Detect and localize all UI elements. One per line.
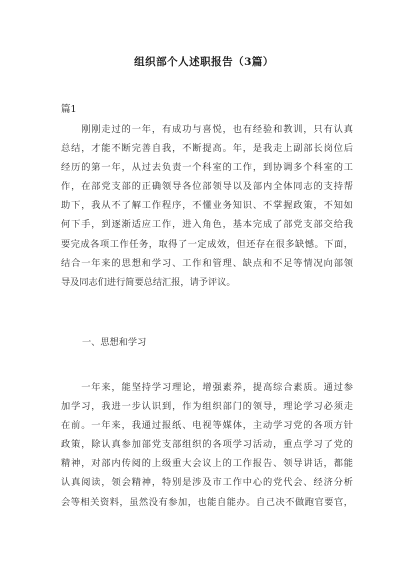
text-line: 导及同志们进行简要总结汇报，请予评议。 [61,276,236,288]
text-line: 总结，才能不断完善自我，不断提高。年，是我走上副部长岗位后 [61,143,353,155]
text-line: 要完成各项工作任务，取得了一定成效，但还存在很多缺憾。下面， [61,238,353,250]
text-line: 经历的第一年，从过去负责一个科室的工作，到协调多个科室的工 [61,162,353,174]
text-line: 会等相关资料，虽然没有参加，也能自能办。自己决不做跑官要官， [61,496,353,508]
text-line: 作，在部党支部的正确领导各位部领导以及部内全体同志的支持帮 [61,181,353,193]
text-line: 在前。一年来，我通过报纸、电视等媒体，主动学习党的各项方针 [61,420,353,432]
paragraph-study [61,378,353,512]
text-line: 何下手，到逐渐适应工作，进入角色，基本完成了部党支部交给我 [61,219,353,231]
text-line: 政策，除认真参加部党支部组织的各项学习活动，重点学习了党的 [61,439,353,451]
text-line: 结合一年来的思想和学习、工作和管理、缺点和不足等情况向部领 [61,257,353,269]
text-line: 加学习，我进一步认识到，作为组织部门的领导，理论学习必须走 [61,401,353,413]
text-line: 刚刚走过的一年，有成功与喜悦，也有经验和教训，只有认真 [61,124,353,135]
section-label: 篇1 [61,104,77,115]
document-title: 组织部个人述职报告（3篇） [134,56,274,68]
paragraph-intro [61,120,353,292]
text-line: 助下，我从不了解工作程序，不懂业务知识、不掌握政策，不知如 [61,200,353,212]
text-line: 一年来，能坚持学习理论，增强素养，提高综合素质。通过参 [61,382,353,393]
text-line: 精神，对部内传阅的上级重大会议上的工作报告、领导讲话，都能 [61,458,353,470]
text-line: 认真阅读，领会精神，特别是涉及市工作中心的党代会、经济分析 [61,477,353,489]
section-heading: 一、思想和学习 [82,337,147,348]
